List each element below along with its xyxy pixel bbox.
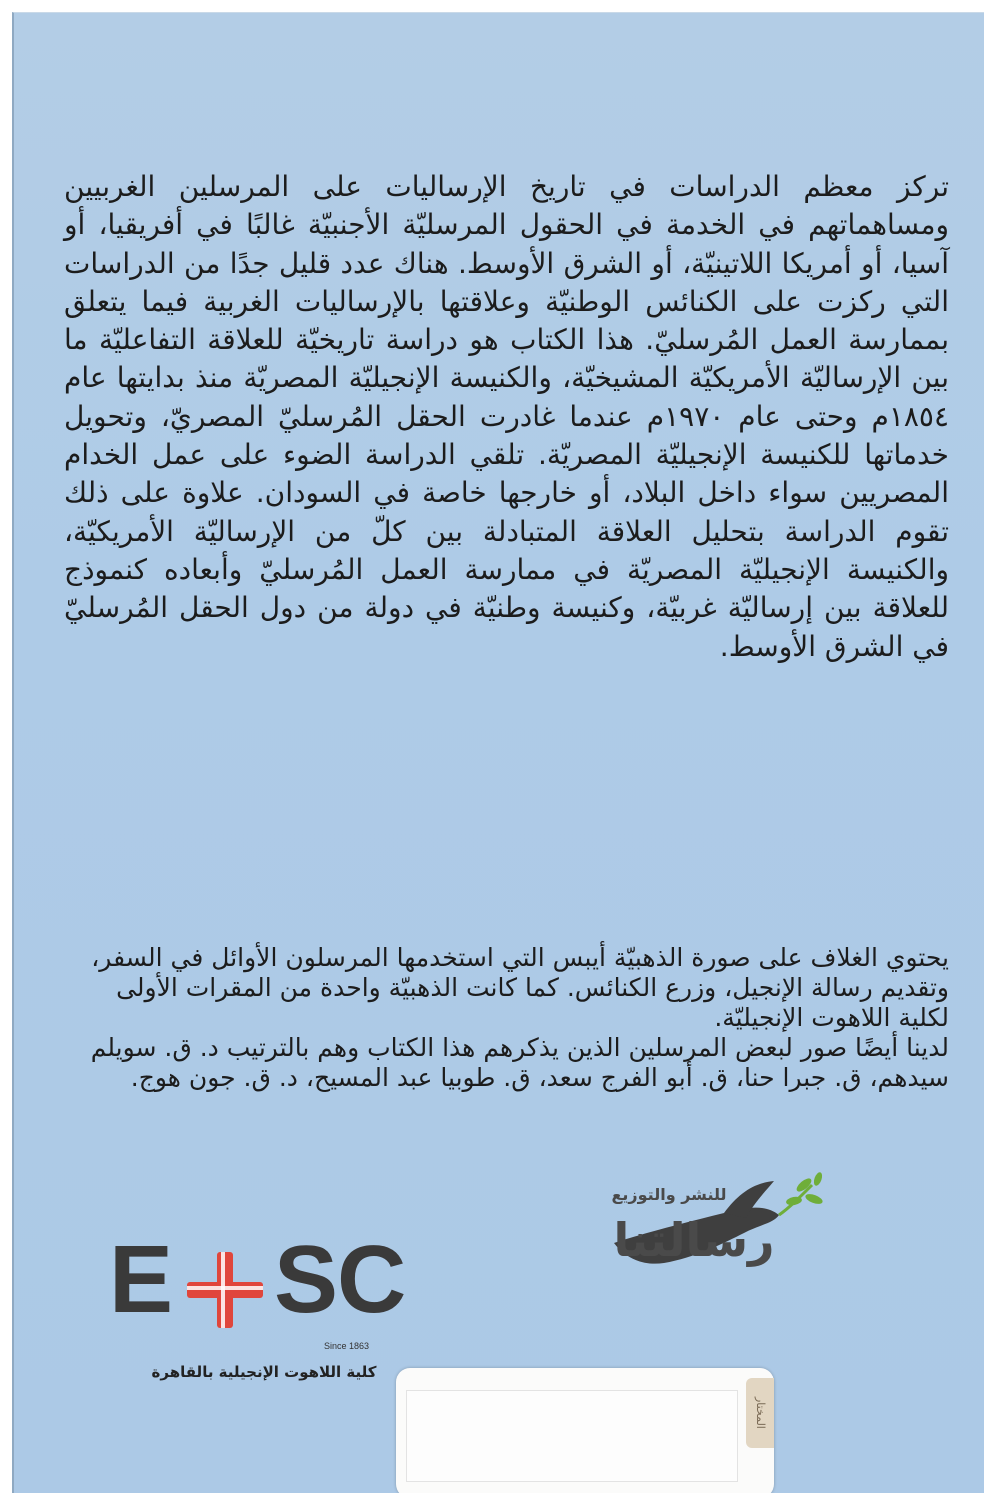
founded-year: Since 1863 bbox=[324, 1341, 370, 1351]
college-logo bbox=[109, 1226, 409, 1398]
college-name: كلية اللاهوت الإنجيلية بالقاهرة bbox=[151, 1363, 377, 1381]
monogram-letter-c: C bbox=[337, 1226, 409, 1333]
missionaries-photos-note: لدينا أيضًا صور لبعض المرسلين الذين يذكرهم هذا الكتاب وهم بالترتيب د. ق. سويلم سيدهم، ق. جبرا حنا، ق. أبو الفرج سعد، ق. طوبيا عبد المسيح، د. ق. جون هوج. bbox=[90, 1033, 949, 1092]
publisher-logo bbox=[574, 1163, 834, 1293]
cover-caption bbox=[69, 943, 949, 1093]
sticker-label bbox=[406, 1390, 738, 1482]
book-back-cover bbox=[12, 12, 984, 1493]
monogram-letter-e: E bbox=[109, 1226, 176, 1333]
price-sticker bbox=[396, 1368, 774, 1493]
monogram-letter-s: S bbox=[274, 1226, 341, 1333]
cover-image-note: يحتوي الغلاف على صورة الذهبيّة أيبس التي استخدمها المرسلون الأوائل في السفر، وتقديم رسالة الإنجيل، وزرع الكنائس. كما كانت الذهبيّة واحدة من المقرات الأولى لكلية اللاهوت الإنجيليّة. bbox=[91, 943, 949, 1032]
publisher-tagline: للنشر والتوزيع bbox=[611, 1185, 727, 1204]
sticker-tab: المختار bbox=[746, 1378, 774, 1448]
publisher-name: رسالتنا bbox=[613, 1213, 775, 1267]
cross-icon bbox=[187, 1252, 263, 1328]
book-description: تركز معظم الدراسات في تاريخ الإرساليات على المرسلين الغربيين ومساهماتهم في الخدمة في الحقول المرسليّة الأجنبيّة غالبًا في أفريقيا، أو آسيا، أو أمريكا اللاتينيّة، أو الشرق الأوسط. هناك عدد قليل جدًا من الدراسات التي ركزت على الكنائس الوطنيّة وعلاقتها بالإرساليات الغربية فيما يتعلق بممارسة العمل المُرسليّ. هذا الكتاب هو دراسة تاريخيّة للعلاقة التفاعليّة ما بين الإرساليّة الأمريكيّة المشيخيّة، والكنيسة الإنجيليّة المصريّة منذ بدايتها عام ١٨٥٤م وحتى عام ١٩٧٠م عندما غادرت الحقل المُرسليّ المصريّ، وتحويل خدماتها للكنيسة الإنجيليّة المصريّة. تلقي الدراسة الضوء على عمل الخدام المصريين سواء داخل البلاد، أو خارجها خاصة في السودان. علاوة على ذلك تقوم الدراسة بتحليل العلاقة المتبادلة بين كلّ من الإرساليّة الأمريكيّة، والكنيسة الإنجيليّة المصريّة في ممارسة العمل المُرسليّ وأبعاده كنموذج للعلاقة بين إرساليّة غربيّة، وكنيسة وطنيّة في دولة من دول الحقل المُرسليّ في الشرق الأوسط. bbox=[64, 170, 949, 663]
